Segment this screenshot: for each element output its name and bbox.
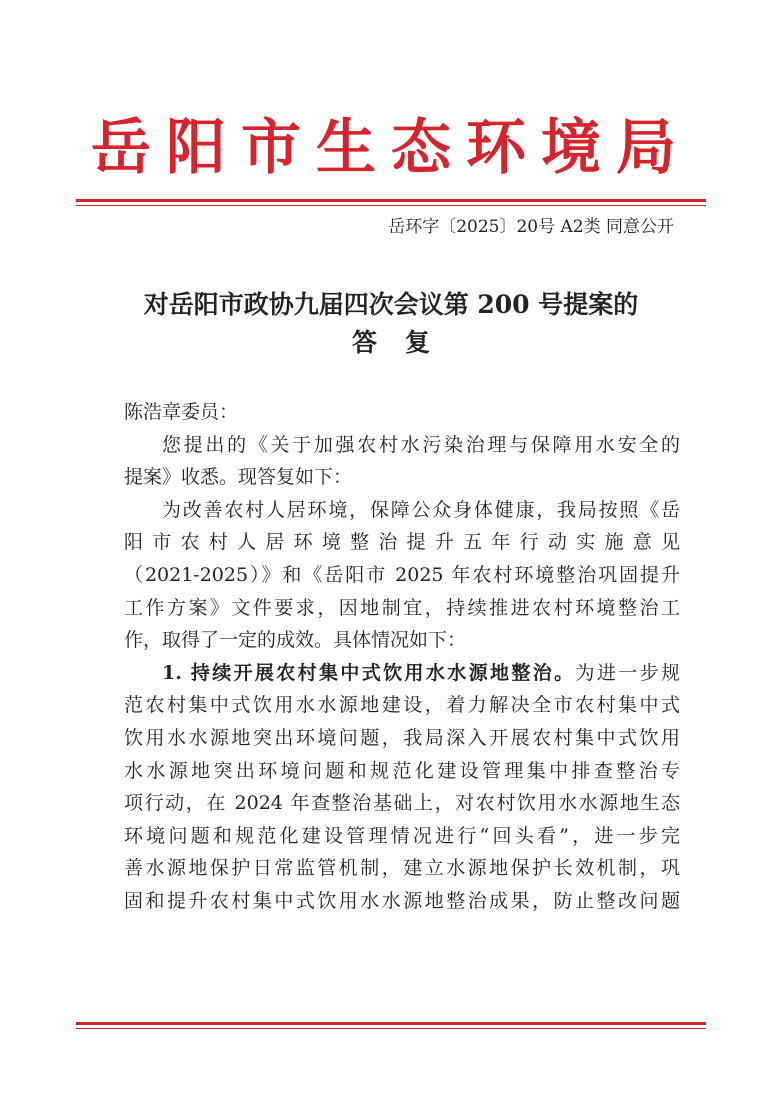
paragraph-line: 您提出的《关于加强农村水污染治理与保障用水安全的 [162,433,680,456]
red-rule-top [76,199,706,202]
paragraph-line: 善水源地保护日常监管机制，建立水源地保护长效机制，巩 [124,857,680,880]
red-rule-top-thin [76,205,706,206]
paragraph-line: 固和提升农村集中式饮用水水源地整治成果，防止整改问题 [124,889,680,912]
paragraph-line: 提案》收悉。现答复如下： [124,466,353,489]
document-number: 岳环字〔2025〕20号 A2类 同意公开 [388,217,674,237]
paragraph-line: 饮用水水源地突出环境问题，我局深入开展农村集中式饮用 [124,726,680,749]
letter-body [124,396,680,918]
paragraph-line: 工作方案》文件要求，因地制宜，持续推进农村环境整治工 [124,596,680,619]
red-rule-bottom [76,1022,706,1025]
document-title-line1: 对岳阳市政协九届四次会议第 200 号提案的 [143,290,639,319]
paragraph-line: 水水源地突出环境问题和规范化建设管理集中排查整治专 [124,759,680,782]
red-rule-bottom-thin [76,1028,706,1029]
paragraph-line: 作，取得了一定的成效。具体情况如下： [124,629,467,652]
document-title-line2: 答复 [351,328,458,357]
paragraph-line: 环境问题和规范化建设管理情况进行“回头看”，进一步完 [124,824,680,847]
section-heading: 1. 持续开展农村集中式饮用水水源地整治。 [162,661,576,684]
paragraph-line [124,657,680,690]
paragraph-text: 为进一步规 [575,661,680,684]
paragraph-line: （2021-2025）》和《岳阳市 2025 年农村环境整治巩固提升 [124,563,680,586]
paragraph-line: 为改善农村人居环境，保障公众身体健康，我局按照《岳 [162,498,680,521]
paragraph-line: 项行动，在 2024 年查整治基础上，对农村饮用水水源地生态 [124,792,680,815]
paragraph-line: 阳市农村人居环境整治提升五年行动实施意见 [124,531,680,554]
issuing-authority-title: 岳阳市生态环境局 [91,113,691,183]
salutation: 陈浩章委员： [124,401,239,423]
paragraph-line: 范农村集中式饮用水水源地建设，着力解决全市农村集中式 [124,694,680,717]
